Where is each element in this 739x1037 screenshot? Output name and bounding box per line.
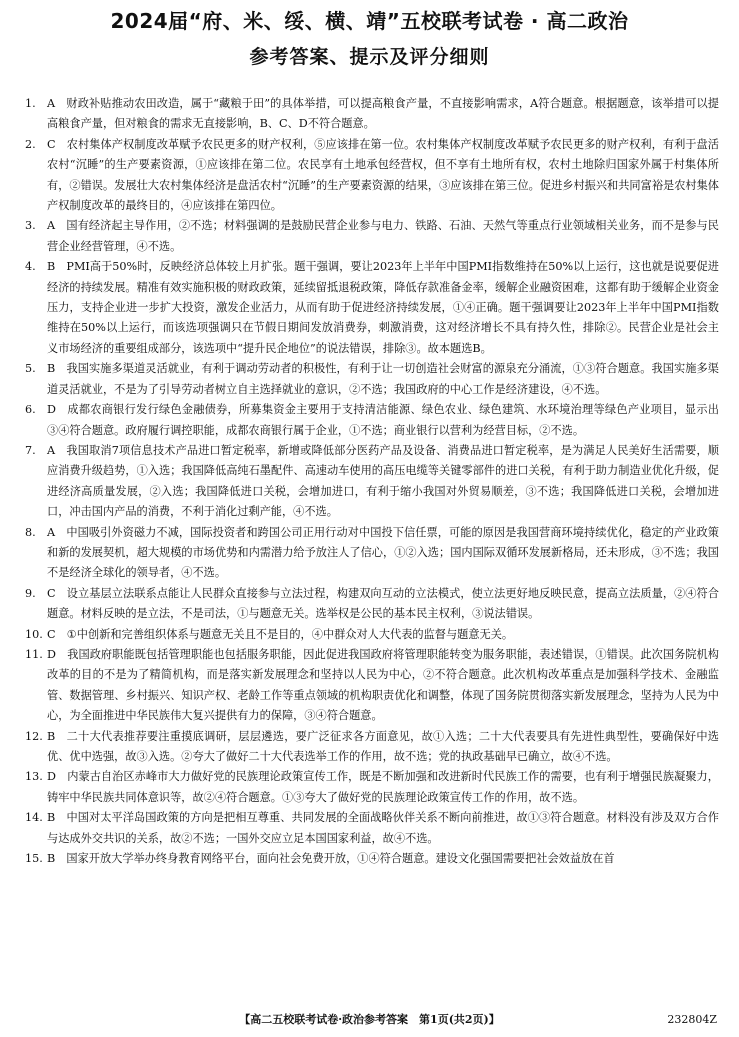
answer-number: 1. xyxy=(25,97,36,110)
answer-number: 4. xyxy=(25,260,36,274)
answer-choice: D xyxy=(47,647,56,661)
answer-number: 5. xyxy=(25,362,36,376)
answer-explanation: 内蒙古自治区赤峰市大力做好党的民族理论政策宣传工作，既是不断加强和改进新时代民族工作的需要，也有利于增强民族凝聚力，铸牢中华民族共同体意识等，故②④符合题意。①③夸大了做好党的民族理论政策宣传工作的作用，故不选。 xyxy=(47,770,719,804)
answer-number: 7. xyxy=(25,443,36,457)
page-title: 2024届“府、米、绥、横、靖”五校联考试卷 · 高二政治 xyxy=(110,9,629,33)
answer-explanation: 中国吸引外资磁力不减，国际投资者和跨国公司正用行动对中国投下信任票，可能的原因是我国营商环境持续优化，稳定的产业政策和新的发展契机，超大规模的市场优势和内需潜力给予放注人了信心，①②入选；国内国际双循环发展新格局，还未形成，③不选；我国不是经济全球化的领导者，④不选。 xyxy=(47,525,719,580)
answer-choice: B xyxy=(47,729,56,743)
answer-item xyxy=(25,625,719,645)
answer-number: 3. xyxy=(25,219,36,233)
answer-choice: A xyxy=(47,219,56,233)
answer-explanation: 成都农商银行发行绿色金融债券，所募集资金主要用于支持清洁能源、绿色农业、绿色建筑、水环境治理等绿色产业项目，显示出③④符合题意。政府履行调控职能，成都农商银行属于企业，①不选；商业银行以营利为经营目标，②不选。 xyxy=(47,403,719,437)
answer-explanation: 国家开放大学举办终身教育网络平台，面向社会免费开放，①④符合题意。建设文化强国需要把社会效益放在首 xyxy=(66,852,615,866)
answer-choice: B xyxy=(47,362,56,376)
answer-item xyxy=(25,849,719,869)
answer-choice: C xyxy=(47,627,56,641)
answer-item xyxy=(25,584,719,625)
answer-number: 9. xyxy=(25,586,36,600)
answer-explanation: 设立基层立法联系点能让人民群众直接参与立法过程，构建双向互动的立法模式，使立法更好地反映民意，提高立法质量，②④符合题意。材料反映的是立法，不是司法，①与题意无关。选举权是公民的基本民主权利，③说法错误。 xyxy=(47,586,719,621)
answer-item xyxy=(25,808,719,849)
answer-item xyxy=(25,257,719,359)
answer-item xyxy=(25,359,719,400)
answer-list xyxy=(25,94,719,869)
answer-item xyxy=(25,523,719,584)
answer-explanation: 农村集体产权制度改革赋予农民更多的财产权利，⑤应该排在第一位。农村集体产权制度改革赋予农民更多的财产权利，有利于盘活农村“沉睡”的生产要素资源，①应该排在第二位。农民享有土地承包经营权，但不享有土地所有权，农村土地除归国家外属于村集体所有，②错误。发展壮大农村集体经济是盘活农村“沉睡”的生产要素资源的结果，③应该排在第三位。促进乡村振兴和共同富裕是农村集体产权制度改革的最终目的，④应该排在第四位。 xyxy=(47,137,719,213)
answer-number: 8. xyxy=(25,525,36,539)
answer-choice: C xyxy=(47,586,56,600)
answer-explanation: ①中创新和完善组织体系与题意无关且不是目的，④中群众对人大代表的监督与题意无关。 xyxy=(66,627,514,641)
answer-item xyxy=(25,645,719,727)
answer-explanation: 国有经济起主导作用，②不选；材料强调的是鼓励民营企业参与电力、铁路、石油、天然气等重点行业领域相关业务，而不是参与民营企业经营管理，④不选。 xyxy=(47,219,719,253)
answer-explanation: 我国政府职能既包括管理职能也包括服务职能，因此促进我国政府将管理职能转变为服务职能，表述错误，①错误。此次国务院机构改革的目的不是为了精简机构，而是落实新发展理念和坚持以人民为中心，②不符合题意。此次机构改革重点是加强科学技术、金融监管、数据管理、乡村振兴、知识产权、老龄工作等重点领域的机构职责优化和调整，体现了国务院贯彻落实新发展理念，坚持为人民为中心，为全面推进中华民族伟大复兴提供有力的保障，③④符合题意。 xyxy=(47,647,719,723)
answer-number: 13. xyxy=(25,770,43,784)
answer-number: 10. xyxy=(25,627,43,641)
answer-number: 15. xyxy=(25,852,43,866)
answer-choice: D xyxy=(47,403,56,417)
answer-explanation: 财政补贴推动农田改造，属于“藏粮于田”的具体举措，可以提高粮食产量，不直接影响需求，A符合题意。根据题意，该举措可以提高粮食产量，但对粮食的需求无直接影响，B、C、D不符合题意。 xyxy=(47,97,719,131)
answer-number: 12. xyxy=(25,729,43,743)
answer-choice: B xyxy=(47,852,56,866)
answer-item xyxy=(25,727,719,768)
answer-item xyxy=(25,135,719,217)
answer-item xyxy=(25,767,719,808)
answer-explanation: 二十大代表推荐要注重摸底调研，层层遴选，要广泛征求各方面意见，故①入选；二十大代表要具有先进性典型性，要确保好中选优、优中选强，故③入选。②夸大了做好二十大代表选举工作的作用，故不选；党的执政基础早已确立，故④不选。 xyxy=(47,729,719,763)
answer-explanation: 我国实施多渠道灵活就业，有利于调动劳动者的积极性，有利于让一切创造社会财富的源泉充分涌流，①③符合题意。我国实施多渠道灵活就业，不是为了引导劳动者树立自主选择就业的意识，②不选；我国政府的中心工作是经济建设，④不选。 xyxy=(47,362,719,396)
answer-choice: B xyxy=(47,811,56,825)
answer-choice: A xyxy=(47,97,56,110)
answer-choice: D xyxy=(47,770,56,784)
answer-number: 2. xyxy=(25,137,36,151)
answer-choice: B xyxy=(47,260,56,274)
answer-item xyxy=(25,94,719,135)
answer-number: 11. xyxy=(25,647,43,661)
answer-choice: A xyxy=(47,525,56,539)
page-subtitle: 参考答案、提示及评分细则 xyxy=(249,46,490,68)
answer-choice: C xyxy=(47,137,56,151)
page-footer: 【高二五校联考试卷·政治参考答案 第1页(共2页)】 xyxy=(239,1013,500,1026)
answer-item xyxy=(25,441,719,523)
answer-explanation: PMI高于50%时，反映经济总体较上月扩张。题干强调，要让2023年上半年中国PMI指数维持在50%以上运行，这也就是说要促进经济的持续发展。精准有效实施积极的财政政策，延续留抵退税政策，降低存款准备金率，缓解企业融资困难，这都有助于缓解企业资金压力，支持企业进一步扩大投资，激发企业活力，从而有助于促进经济持续发展，①④正确。题干强调要让2023年上半年中国PMI指数维持在50%以上运行，而该选项强调只在节假日期间发放消费券，刺激消费，这对经济增长不具有持久性，排除②。民营企业是社会主义市场经济的重要组成部分，该选项中“提升民企地位”的说法错误，排除③。故本题选B。 xyxy=(47,260,719,355)
answer-item xyxy=(25,400,719,441)
answer-number: 14. xyxy=(25,811,43,825)
answer-choice: A xyxy=(47,443,56,457)
answer-explanation: 我国取消7项信息技术产品进口暂定税率，新增或降低部分医药产品及设备、消费品进口暂定税率，是为满足人民美好生活需要，顺应消费升级趋势，①入选；我国降低高纯石墨配件、高速动车使用的高压电缆等关键零部件的进口关税，有利于助力制造业优化升级，促进经济高质量发展，②入选；我国降低进口关税，会增加进口，有利于缩小我国对外贸易顺差，③不选；我国降低进口关税，会增加进口，冲击国内产品的消费，不利于消化过剩产能，④不选。 xyxy=(47,443,719,519)
answer-item xyxy=(25,216,719,257)
answer-explanation: 中国对太平洋岛国政策的方向是把相互尊重、共同发展的全面战略伙伴关系不断向前推进，故①③符合题意。材料没有涉及双方合作与达成外交共识的关系，故②不选；一国外交应立足本国国家利益，故④不选。 xyxy=(47,811,719,845)
answer-number: 6. xyxy=(25,403,36,417)
document-code: 232804Z xyxy=(667,1013,717,1026)
